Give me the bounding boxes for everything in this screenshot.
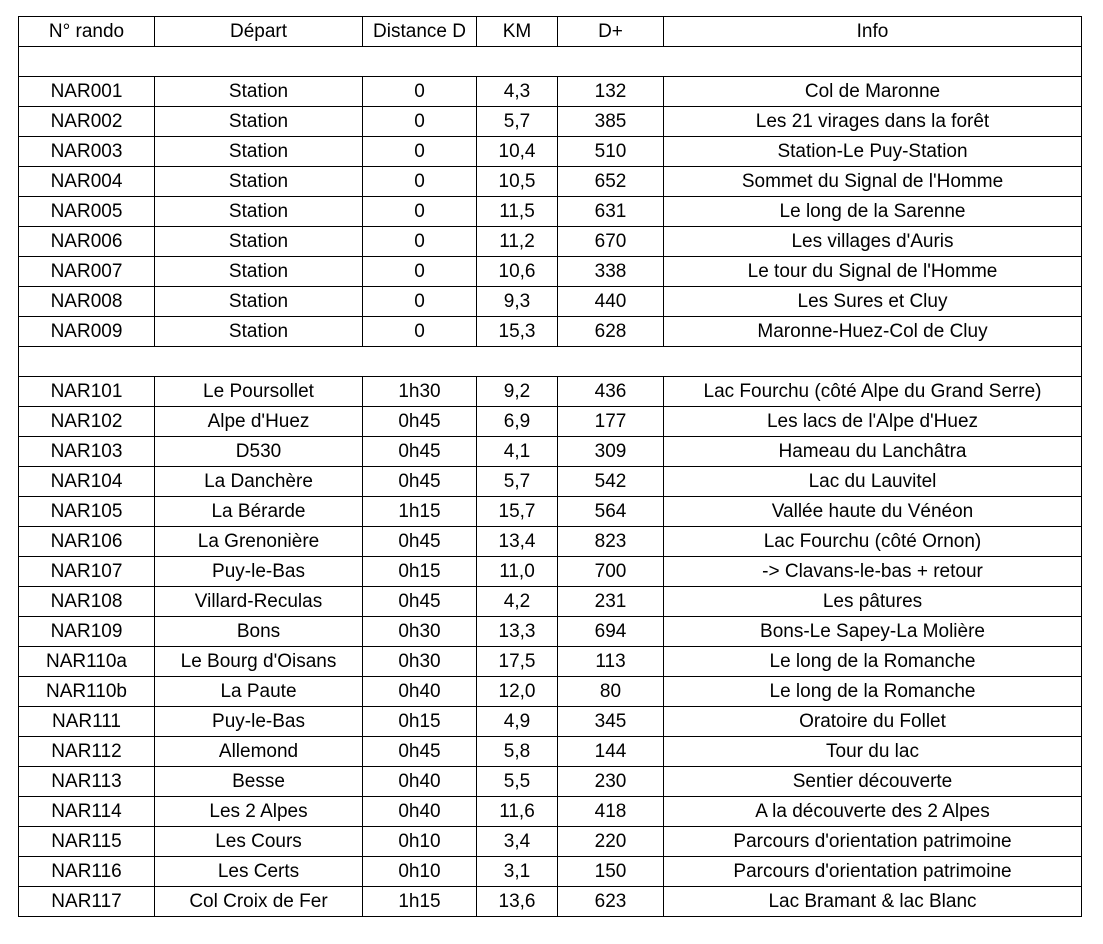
table-row [19, 857, 1082, 887]
cell-distance: 0 [363, 227, 477, 257]
table-row [19, 287, 1082, 317]
cell-km: 5,7 [477, 467, 558, 497]
cell-info: Les lacs de l'Alpe d'Huez [664, 407, 1082, 437]
cell-denivele: 418 [558, 797, 664, 827]
cell-depart: Station [155, 77, 363, 107]
cell-info: Les pâtures [664, 587, 1082, 617]
cell-km: 5,5 [477, 767, 558, 797]
cell-numero: NAR109 [19, 617, 155, 647]
header-distance: Distance D [363, 17, 477, 47]
table-row [19, 137, 1082, 167]
cell-numero: NAR006 [19, 227, 155, 257]
cell-depart: Station [155, 317, 363, 347]
table-row [19, 317, 1082, 347]
table-row [19, 407, 1082, 437]
cell-km: 5,7 [477, 107, 558, 137]
cell-km: 4,1 [477, 437, 558, 467]
cell-depart: Allemond [155, 737, 363, 767]
cell-depart: Les Cours [155, 827, 363, 857]
cell-km: 15,7 [477, 497, 558, 527]
hike-table-container [18, 16, 1082, 917]
cell-numero: NAR115 [19, 827, 155, 857]
cell-info: Sentier découverte [664, 767, 1082, 797]
cell-depart: Station [155, 107, 363, 137]
cell-numero: NAR007 [19, 257, 155, 287]
cell-km: 6,9 [477, 407, 558, 437]
cell-info: Lac Fourchu (côté Alpe du Grand Serre) [664, 377, 1082, 407]
cell-info: Parcours d'orientation patrimoine [664, 827, 1082, 857]
cell-info: Les 21 virages dans la forêt [664, 107, 1082, 137]
cell-depart: Station [155, 167, 363, 197]
cell-denivele: 631 [558, 197, 664, 227]
cell-distance: 0h15 [363, 557, 477, 587]
cell-denivele: 231 [558, 587, 664, 617]
cell-info: -> Clavans-le-bas + retour [664, 557, 1082, 587]
cell-numero: NAR002 [19, 107, 155, 137]
table-row [19, 887, 1082, 917]
cell-numero: NAR117 [19, 887, 155, 917]
cell-denivele: 309 [558, 437, 664, 467]
header-info: Info [664, 17, 1082, 47]
cell-depart: Besse [155, 767, 363, 797]
cell-depart: Alpe d'Huez [155, 407, 363, 437]
table-row [19, 107, 1082, 137]
header-numero: N° rando [19, 17, 155, 47]
cell-info: Le long de la Sarenne [664, 197, 1082, 227]
cell-info: Lac du Lauvitel [664, 467, 1082, 497]
cell-numero: NAR103 [19, 437, 155, 467]
cell-depart: Le Poursollet [155, 377, 363, 407]
table-row [19, 467, 1082, 497]
table-row [19, 617, 1082, 647]
cell-denivele: 700 [558, 557, 664, 587]
table-row [19, 77, 1082, 107]
cell-distance: 0h45 [363, 527, 477, 557]
cell-distance: 0h15 [363, 707, 477, 737]
cell-km: 10,5 [477, 167, 558, 197]
cell-info: Sommet du Signal de l'Homme [664, 167, 1082, 197]
cell-depart: Station [155, 287, 363, 317]
group-spacer-row [19, 347, 1082, 377]
cell-denivele: 510 [558, 137, 664, 167]
cell-numero: NAR101 [19, 377, 155, 407]
cell-distance: 0 [363, 167, 477, 197]
table-row [19, 197, 1082, 227]
group-spacer-row [19, 47, 1082, 77]
cell-denivele: 623 [558, 887, 664, 917]
cell-denivele: 628 [558, 317, 664, 347]
cell-numero: NAR116 [19, 857, 155, 887]
table-row [19, 227, 1082, 257]
cell-numero: NAR107 [19, 557, 155, 587]
cell-numero: NAR113 [19, 767, 155, 797]
cell-denivele: 220 [558, 827, 664, 857]
cell-denivele: 345 [558, 707, 664, 737]
cell-numero: NAR106 [19, 527, 155, 557]
table-row [19, 587, 1082, 617]
header-km: KM [477, 17, 558, 47]
cell-distance: 0 [363, 137, 477, 167]
cell-depart: Puy-le-Bas [155, 557, 363, 587]
cell-distance: 0h30 [363, 647, 477, 677]
cell-km: 5,8 [477, 737, 558, 767]
cell-info: Les Sures et Cluy [664, 287, 1082, 317]
cell-numero: NAR102 [19, 407, 155, 437]
cell-numero: NAR004 [19, 167, 155, 197]
cell-depart: Les 2 Alpes [155, 797, 363, 827]
cell-denivele: 113 [558, 647, 664, 677]
table-row [19, 527, 1082, 557]
cell-denivele: 694 [558, 617, 664, 647]
cell-km: 15,3 [477, 317, 558, 347]
cell-distance: 0 [363, 287, 477, 317]
hike-table [18, 16, 1082, 917]
cell-depart: Station [155, 137, 363, 167]
cell-distance: 0h45 [363, 407, 477, 437]
table-row [19, 257, 1082, 287]
table-row [19, 707, 1082, 737]
cell-info: Col de Maronne [664, 77, 1082, 107]
cell-depart: Station [155, 227, 363, 257]
cell-info: Bons-Le Sapey-La Molière [664, 617, 1082, 647]
cell-km: 4,3 [477, 77, 558, 107]
cell-depart: D530 [155, 437, 363, 467]
cell-distance: 1h30 [363, 377, 477, 407]
cell-distance: 0 [363, 77, 477, 107]
cell-denivele: 542 [558, 467, 664, 497]
cell-depart: La Paute [155, 677, 363, 707]
group-spacer-cell [19, 47, 1082, 77]
table-header [19, 17, 1082, 47]
cell-km: 12,0 [477, 677, 558, 707]
cell-numero: NAR005 [19, 197, 155, 227]
cell-depart: Villard-Reculas [155, 587, 363, 617]
table-row [19, 377, 1082, 407]
cell-distance: 0h45 [363, 437, 477, 467]
cell-info: Le tour du Signal de l'Homme [664, 257, 1082, 287]
cell-km: 9,2 [477, 377, 558, 407]
table-row [19, 737, 1082, 767]
cell-depart: Le Bourg d'Oisans [155, 647, 363, 677]
cell-km: 13,6 [477, 887, 558, 917]
cell-denivele: 385 [558, 107, 664, 137]
cell-denivele: 132 [558, 77, 664, 107]
cell-denivele: 144 [558, 737, 664, 767]
table-row [19, 167, 1082, 197]
table-row [19, 497, 1082, 527]
cell-numero: NAR001 [19, 77, 155, 107]
cell-km: 11,0 [477, 557, 558, 587]
cell-distance: 0 [363, 107, 477, 137]
table-row [19, 797, 1082, 827]
cell-numero: NAR108 [19, 587, 155, 617]
cell-distance: 0 [363, 197, 477, 227]
cell-info: Station-Le Puy-Station [664, 137, 1082, 167]
cell-distance: 0h40 [363, 677, 477, 707]
cell-km: 11,5 [477, 197, 558, 227]
table-row [19, 767, 1082, 797]
cell-numero: NAR110a [19, 647, 155, 677]
cell-denivele: 652 [558, 167, 664, 197]
cell-numero: NAR104 [19, 467, 155, 497]
cell-numero: NAR105 [19, 497, 155, 527]
cell-denivele: 823 [558, 527, 664, 557]
cell-km: 11,2 [477, 227, 558, 257]
cell-distance: 0h45 [363, 737, 477, 767]
cell-distance: 0h40 [363, 767, 477, 797]
cell-info: Hameau du Lanchâtra [664, 437, 1082, 467]
cell-km: 13,3 [477, 617, 558, 647]
cell-denivele: 436 [558, 377, 664, 407]
cell-distance: 0 [363, 257, 477, 287]
cell-depart: Les Certs [155, 857, 363, 887]
cell-km: 11,6 [477, 797, 558, 827]
cell-numero: NAR112 [19, 737, 155, 767]
group-spacer-cell [19, 347, 1082, 377]
cell-info: Vallée haute du Vénéon [664, 497, 1082, 527]
table-row [19, 677, 1082, 707]
cell-numero: NAR114 [19, 797, 155, 827]
cell-info: Lac Bramant & lac Blanc [664, 887, 1082, 917]
cell-depart: Col Croix de Fer [155, 887, 363, 917]
cell-numero: NAR111 [19, 707, 155, 737]
cell-depart: Station [155, 197, 363, 227]
cell-km: 3,1 [477, 857, 558, 887]
cell-km: 10,6 [477, 257, 558, 287]
cell-distance: 0h45 [363, 587, 477, 617]
cell-km: 3,4 [477, 827, 558, 857]
cell-depart: La Danchère [155, 467, 363, 497]
cell-denivele: 150 [558, 857, 664, 887]
cell-info: A la découverte des 2 Alpes [664, 797, 1082, 827]
cell-info: Les villages d'Auris [664, 227, 1082, 257]
cell-distance: 0 [363, 317, 477, 347]
cell-depart: La Bérarde [155, 497, 363, 527]
cell-info: Oratoire du Follet [664, 707, 1082, 737]
cell-numero: NAR008 [19, 287, 155, 317]
cell-denivele: 230 [558, 767, 664, 797]
table-row [19, 827, 1082, 857]
cell-info: Le long de la Romanche [664, 647, 1082, 677]
cell-km: 4,2 [477, 587, 558, 617]
cell-numero: NAR009 [19, 317, 155, 347]
cell-depart: Bons [155, 617, 363, 647]
cell-info: Parcours d'orientation patrimoine [664, 857, 1082, 887]
cell-km: 17,5 [477, 647, 558, 677]
cell-numero: NAR003 [19, 137, 155, 167]
cell-distance: 0h10 [363, 827, 477, 857]
cell-denivele: 177 [558, 407, 664, 437]
cell-info: Tour du lac [664, 737, 1082, 767]
cell-denivele: 670 [558, 227, 664, 257]
cell-distance: 1h15 [363, 887, 477, 917]
cell-denivele: 80 [558, 677, 664, 707]
cell-info: Lac Fourchu (côté Ornon) [664, 527, 1082, 557]
cell-distance: 1h15 [363, 497, 477, 527]
cell-distance: 0h45 [363, 467, 477, 497]
table-body [19, 47, 1082, 917]
table-row [19, 647, 1082, 677]
cell-depart: Puy-le-Bas [155, 707, 363, 737]
cell-numero: NAR110b [19, 677, 155, 707]
cell-distance: 0h40 [363, 797, 477, 827]
header-depart: Départ [155, 17, 363, 47]
cell-km: 9,3 [477, 287, 558, 317]
cell-km: 4,9 [477, 707, 558, 737]
table-row [19, 557, 1082, 587]
table-row [19, 437, 1082, 467]
header-row [19, 17, 1082, 47]
cell-depart: La Grenonière [155, 527, 363, 557]
header-denivele: D+ [558, 17, 664, 47]
cell-info: Maronne-Huez-Col de Cluy [664, 317, 1082, 347]
cell-denivele: 440 [558, 287, 664, 317]
cell-info: Le long de la Romanche [664, 677, 1082, 707]
cell-denivele: 564 [558, 497, 664, 527]
cell-km: 10,4 [477, 137, 558, 167]
cell-distance: 0h10 [363, 857, 477, 887]
cell-km: 13,4 [477, 527, 558, 557]
cell-denivele: 338 [558, 257, 664, 287]
cell-distance: 0h30 [363, 617, 477, 647]
cell-depart: Station [155, 257, 363, 287]
